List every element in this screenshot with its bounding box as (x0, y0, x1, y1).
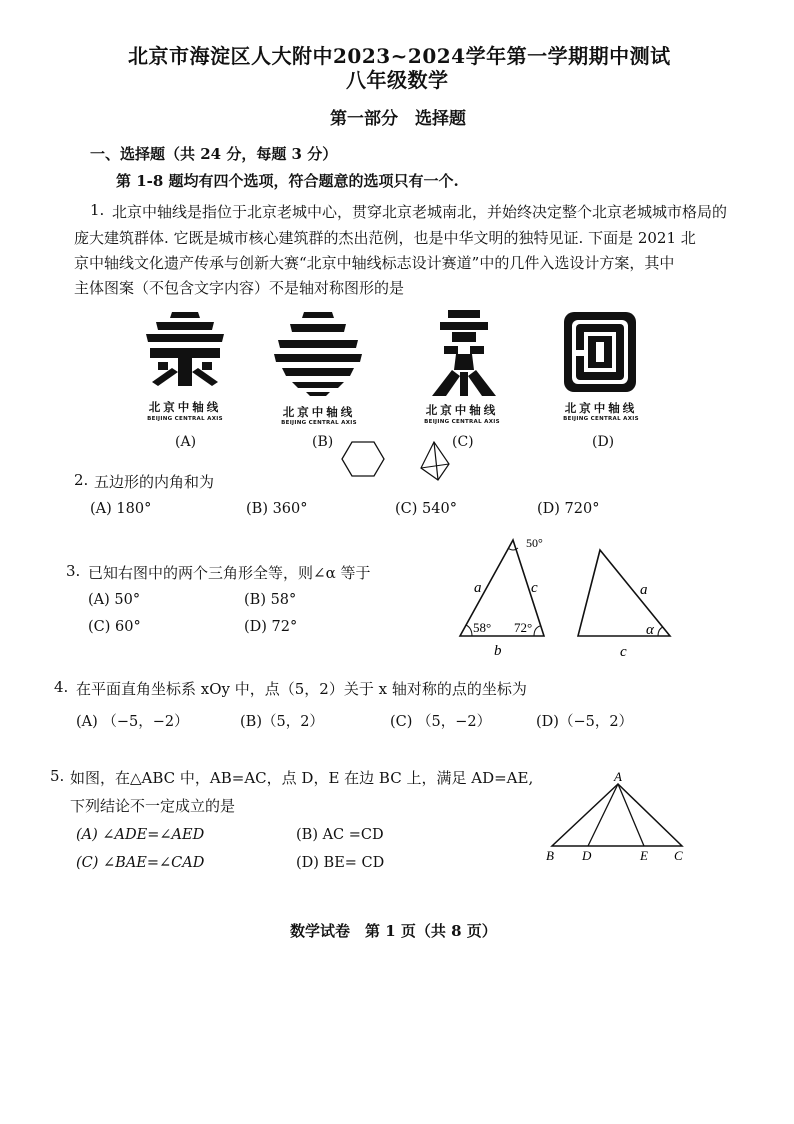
logo-d-english: BEIJING CENTRAL AXIS (563, 416, 639, 422)
question-5-stem-line-2: 下列结论不一定成立的是 (70, 797, 236, 815)
point-e-label: E (640, 848, 648, 863)
angle-right-label: 72° (514, 620, 533, 635)
part-title: 第一部分 选择题 (330, 109, 466, 129)
logo-b-english: BEIJING CENTRAL AXIS (281, 420, 357, 426)
section-heading: 一、选择题（共 24 分，每题 3 分） (90, 145, 338, 163)
question-number: 1. (90, 201, 105, 219)
question-2-option-b: (B) 360° (246, 501, 308, 517)
logo-a-english: BEIJING CENTRAL AXIS (147, 416, 223, 422)
logo-c-caption: 北京中轴线 (425, 403, 499, 417)
section-instruction: 第 1-8 题均有四个选项，符合题意的选项只有一个. (116, 172, 459, 190)
question-5-option-d: (D) BE= CD (296, 855, 385, 871)
exam-subtitle: 八年级数学 (346, 68, 449, 92)
question-4-option-b: (B)（5，2） (240, 714, 324, 730)
side-a-label: a (474, 580, 482, 596)
question-4-option-c: (C) （5，−2） (390, 714, 492, 730)
angle-top-label: 50° (526, 536, 543, 550)
logo-c-english: BEIJING CENTRAL AXIS (424, 419, 500, 425)
side-c-label: c (531, 580, 538, 596)
question-number: 5. (50, 767, 65, 785)
triangle-figure-right (574, 540, 686, 660)
question-5-option-a: (A) ∠ADE=∠AED (76, 827, 205, 843)
question-4-stem: 在平面直角坐标系 xOy 中，点（5，2）关于 x 轴对称的点的坐标为 (76, 680, 527, 698)
vertex-a-label: A (614, 769, 622, 784)
question-5-stem-line-1: 如图，在△ABC 中，AB=AC，点 D，E 在边 BC 上，满足 AD=AE, (70, 769, 534, 787)
question-3-option-c: (C) 60° (88, 619, 141, 635)
logo-c-image (426, 306, 502, 398)
triangle-figure-left (452, 532, 562, 658)
question-1-line-3: 京中轴线文化遗产传承与创新大赛“北京中轴线标志设计赛道”中的几件入选设计方案，其中 (74, 254, 675, 272)
logo-a-caption: 北京中轴线 (148, 400, 222, 414)
logo-b-label: (B) (312, 434, 334, 450)
question-2-option-d: (D) 720° (537, 501, 600, 517)
question-2-stem: 五边形的内角和为 (94, 473, 215, 491)
question-2-option-c: (C) 540° (395, 501, 457, 517)
angle-alpha-label: α (646, 622, 654, 638)
question-3-stem: 已知右图中的两个三角形全等，则∠α 等于 (88, 564, 371, 582)
logo-c-label: (C) (452, 434, 474, 450)
question-5-option-c: (C) ∠BAE=∠CAD (76, 855, 205, 871)
question-number: 2. (74, 471, 89, 489)
question-number: 4. (54, 678, 69, 696)
side-a2-label: a (640, 582, 648, 598)
question-3-option-d: (D) 72° (244, 619, 298, 635)
logo-a-label: (A) (175, 434, 197, 450)
logo-a-image (142, 308, 228, 390)
triangle-abc-figure (538, 768, 690, 864)
logo-d-label: (D) (592, 434, 615, 450)
question-3-option-b: (B) 58° (244, 592, 297, 608)
pyramid-sketch (418, 440, 452, 482)
question-2-option-a: (A) 180° (90, 501, 152, 517)
vertex-b-label: B (546, 848, 554, 863)
hexagon-sketch (340, 440, 386, 478)
question-number: 3. (66, 562, 81, 580)
angle-left-label: 58° (473, 620, 492, 635)
question-3-option-a: (A) 50° (88, 592, 141, 608)
point-d-label: D (582, 848, 592, 863)
question-5-option-b: (B) AC =CD (296, 827, 384, 843)
logo-b-caption: 北京中轴线 (282, 405, 356, 419)
question-4-option-a: (A) （−5，−2） (76, 714, 189, 730)
question-1-line-2: 庞大建筑群体. 它既是城市核心建筑群的杰出范例，也是中华文明的独特见证. 下面是 2021 北 (74, 229, 696, 247)
question-4-option-d: (D)（−5，2） (536, 714, 634, 730)
page-footer: 数学试卷 第 1 页（共 8 页） (290, 922, 497, 940)
vertex-c-label: C (674, 848, 683, 863)
question-1-line-1: 北京中轴线是指位于北京老城中心，贯穿北京老城南北，并始终决定整个北京老城城市格局的 (112, 203, 728, 221)
side-c2-label: c (620, 644, 627, 660)
exam-title: 北京市海淀区人大附中2023~2024学年第一学期期中测试 (128, 44, 671, 68)
logo-d-caption: 北京中轴线 (564, 401, 638, 415)
side-b-label: b (494, 643, 502, 658)
logo-b-image (272, 308, 364, 398)
question-1-line-4: 主体图案（不包含文字内容）不是轴对称图形的是 (74, 279, 405, 297)
logo-d-image (562, 310, 638, 394)
